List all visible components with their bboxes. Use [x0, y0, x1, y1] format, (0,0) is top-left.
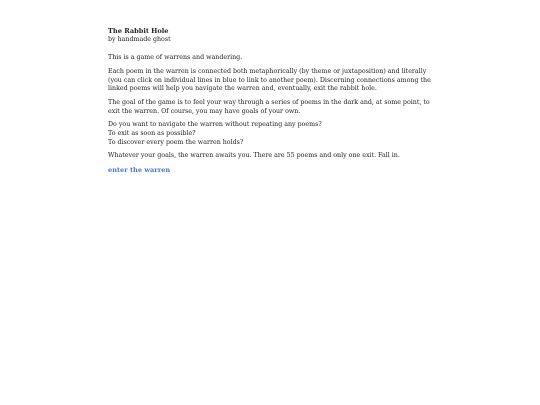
intro-paragraph-1: This is a game of warrens and wandering.	[108, 54, 243, 62]
question-3: To discover every poem the warren holds?	[108, 138, 244, 146]
author-byline: by handmade ghost	[108, 35, 171, 43]
main-content	[108, 27, 434, 176]
question-2: To exit as soon as possible?	[108, 129, 196, 137]
questions-paragraph	[108, 121, 434, 147]
page-title: The Rabbit Hole	[108, 27, 169, 35]
intro-paragraph-3: The goal of the game is to feel your way through a series of poems in the dark and, at some point, to exit the warren. Of course, you may have goals of your own.	[108, 98, 430, 115]
enter-warren-link[interactable]: enter the warren	[108, 166, 171, 175]
intro-paragraph-5: Whatever your goals, the warren awaits you. There are 55 poems and only one exit. Fall in.	[108, 152, 400, 160]
question-1: Do you want to navigate the warren without repeating any poems?	[108, 121, 322, 129]
intro-paragraph-2: Each poem in the warren is connected both metaphorically (by theme or juxtaposition) and literally (you can click on individual lines in blue to link to another poem). Discerning connections among the linked poems will help you navigate the warren and, eventually, exit the rabbit hole.	[108, 67, 431, 93]
